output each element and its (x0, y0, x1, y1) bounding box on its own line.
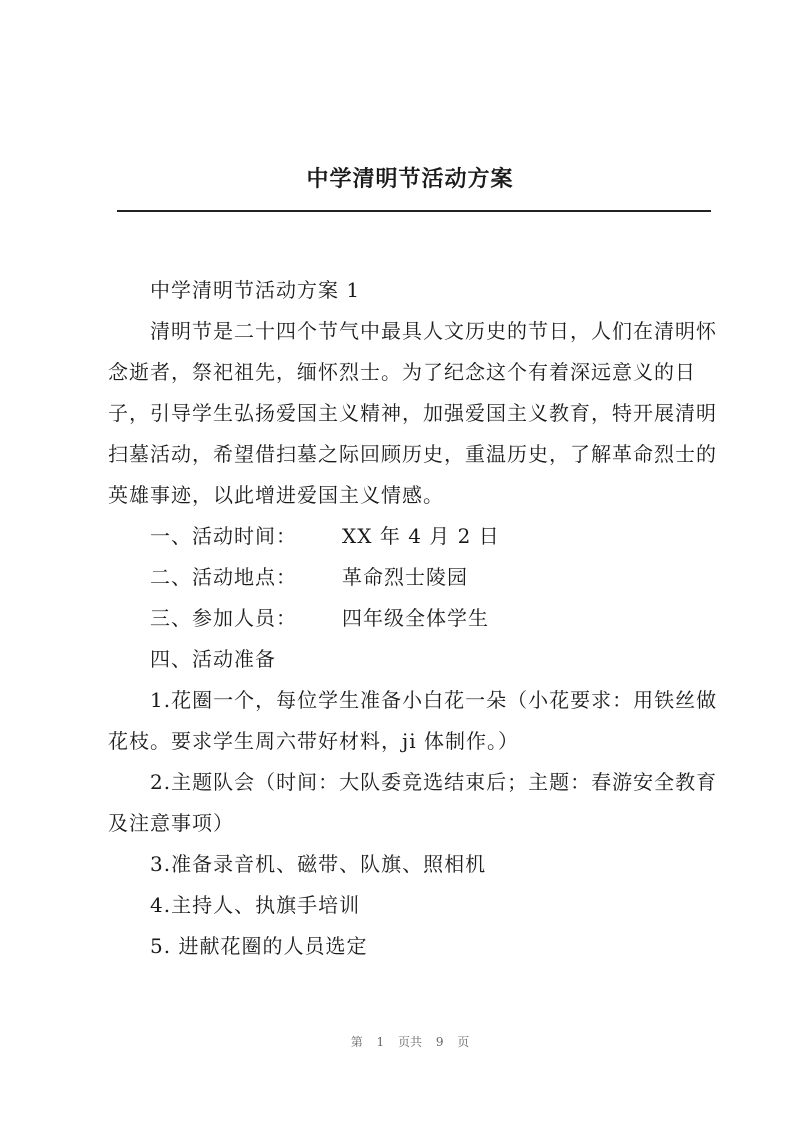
activity-time-label: 一、活动时间： (150, 524, 297, 548)
preparation-item: 1.花圈一个，每位学生准备小白花一朵（小花要求：用铁丝做花枝。要求学生周六带好材料，ji 体制作。） (108, 688, 718, 753)
participants-value: 四年级全体学生 (342, 606, 489, 630)
activity-location-row (108, 557, 718, 598)
preparation-heading: 四、活动准备 (150, 647, 276, 671)
preparation-item: 5. 进献花圈的人员选定 (150, 934, 368, 958)
section-heading: 中学清明节活动方案 1 (150, 278, 361, 302)
participants-row (108, 598, 718, 639)
title-divider (117, 210, 711, 212)
activity-location-value: 革命烈士陵园 (342, 565, 468, 589)
preparation-item: 3.准备录音机、磁带、队旗、照相机 (150, 852, 487, 876)
participants-label: 三、参加人员： (150, 606, 297, 630)
activity-time-value: XX 年 4 月 2 日 (342, 524, 500, 548)
document-title: 中学清明节活动方案 (306, 167, 514, 192)
activity-location-label: 二、活动地点： (150, 565, 297, 589)
preparation-item: 2.主题队会（时间：大队委竞选结束后；主题：春游安全教育及注意事项） (108, 770, 718, 835)
preparation-item: 4.主持人、执旗手培训 (150, 893, 361, 917)
activity-time-row (108, 516, 718, 557)
page-footer: 第 1 页共 9 页 (350, 1035, 470, 1049)
intro-paragraph: 清明节是二十四个节气中最具人文历史的节日，人们在清明怀念逝者，祭祀祖先，缅怀烈士。为了纪念这个有着深远意义的日子，引导学生弘扬爱国主义精神，加强爱国主义教育，特开展清明扫墓活动，希望借扫墓之际回顾历史，重温历史，了解革命烈士的英雄事迹，以此增进爱国主义情感。 (108, 319, 717, 507)
document-body (108, 270, 718, 967)
